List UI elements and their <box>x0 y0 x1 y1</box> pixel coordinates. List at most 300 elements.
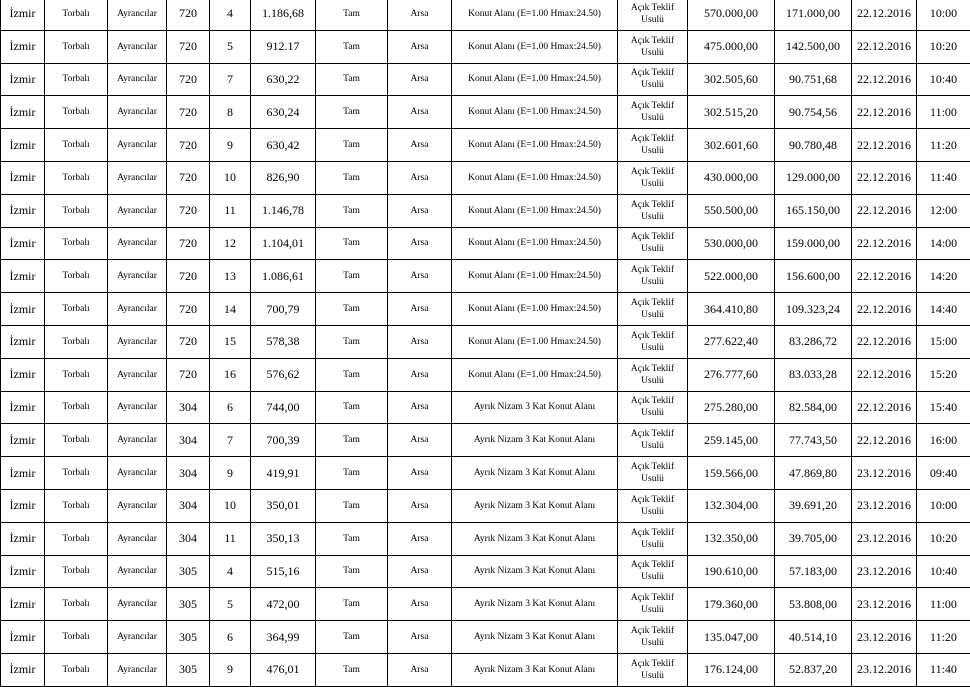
method-line-1: Açık Teklif <box>618 199 687 211</box>
block-cell: 304 <box>167 424 210 457</box>
zoning-cell: Konut Alanı (E=1.00 Hmax:24.50) <box>452 194 618 227</box>
time-cell: 11:20 <box>917 621 970 654</box>
table-row <box>1 424 970 457</box>
method-cell <box>618 391 688 424</box>
date-cell: 22.12.2016 <box>852 161 917 194</box>
province-cell: İzmir <box>1 293 45 326</box>
province-cell: İzmir <box>1 391 45 424</box>
parcel-cell: 11 <box>210 194 251 227</box>
method-cell <box>618 129 688 162</box>
deposit-cell: 159.000,00 <box>775 227 852 260</box>
share-cell: Tam <box>316 522 388 555</box>
parcel-cell: 7 <box>210 63 251 96</box>
method-line-1: Açık Teklif <box>618 395 687 407</box>
table-row <box>1 0 970 30</box>
area-cell: 419,91 <box>251 457 316 490</box>
method-line-2: Usulü <box>618 309 687 321</box>
deposit-cell: 83.286,72 <box>775 325 852 358</box>
share-cell: Tam <box>316 588 388 621</box>
neighborhood-cell: Ayrancılar <box>108 489 167 522</box>
method-line-1: Açık Teklif <box>618 592 687 604</box>
district-cell: Torbalı <box>45 522 108 555</box>
method-line-2: Usulü <box>618 637 687 649</box>
parcel-cell: 13 <box>210 260 251 293</box>
province-cell: İzmir <box>1 489 45 522</box>
block-cell: 720 <box>167 358 210 391</box>
method-line-1: Açık Teklif <box>618 527 687 539</box>
date-cell: 22.12.2016 <box>852 293 917 326</box>
method-line-1: Açık Teklif <box>618 264 687 276</box>
date-cell: 22.12.2016 <box>852 194 917 227</box>
share-cell: Tam <box>316 555 388 588</box>
method-line-2: Usulü <box>618 79 687 91</box>
table-row <box>1 588 970 621</box>
district-cell: Torbalı <box>45 129 108 162</box>
method-cell <box>618 588 688 621</box>
type-cell: Arsa <box>388 424 452 457</box>
area-cell: 744,00 <box>251 391 316 424</box>
deposit-cell: 57.183,00 <box>775 555 852 588</box>
date-cell: 22.12.2016 <box>852 0 917 30</box>
time-cell: 10:20 <box>917 522 970 555</box>
estimated-value-cell: 190.610,00 <box>688 555 775 588</box>
type-cell: Arsa <box>388 194 452 227</box>
estimated-value-cell: 277.622,40 <box>688 325 775 358</box>
parcel-cell: 4 <box>210 0 251 30</box>
district-cell: Torbalı <box>45 194 108 227</box>
type-cell: Arsa <box>388 588 452 621</box>
area-cell: 576,62 <box>251 358 316 391</box>
parcel-cell: 10 <box>210 161 251 194</box>
estimated-value-cell: 302.505,60 <box>688 63 775 96</box>
zoning-cell: Konut Alanı (E=1.00 Hmax:24.50) <box>452 63 618 96</box>
type-cell: Arsa <box>388 358 452 391</box>
zoning-cell: Konut Alanı (E=1.00 Hmax:24.50) <box>452 260 618 293</box>
zoning-cell: Ayrık Nizam 3 Kat Konut Alanı <box>452 424 618 457</box>
block-cell: 304 <box>167 522 210 555</box>
district-cell: Torbalı <box>45 0 108 30</box>
estimated-value-cell: 522.000,00 <box>688 260 775 293</box>
block-cell: 304 <box>167 489 210 522</box>
deposit-cell: 39.691,20 <box>775 489 852 522</box>
block-cell: 720 <box>167 325 210 358</box>
neighborhood-cell: Ayrancılar <box>108 30 167 63</box>
zoning-cell: Konut Alanı (E=1.00 Hmax:24.50) <box>452 293 618 326</box>
zoning-cell: Ayrık Nizam 3 Kat Konut Alanı <box>452 391 618 424</box>
neighborhood-cell: Ayrancılar <box>108 522 167 555</box>
method-cell <box>618 30 688 63</box>
district-cell: Torbalı <box>45 293 108 326</box>
method-cell <box>618 325 688 358</box>
date-cell: 23.12.2016 <box>852 555 917 588</box>
neighborhood-cell: Ayrancılar <box>108 194 167 227</box>
method-line-1: Açık Teklif <box>618 363 687 375</box>
method-cell <box>618 96 688 129</box>
date-cell: 23.12.2016 <box>852 621 917 654</box>
time-cell: 14:20 <box>917 260 970 293</box>
neighborhood-cell: Ayrancılar <box>108 391 167 424</box>
area-cell: 1.146,78 <box>251 194 316 227</box>
estimated-value-cell: 176.124,00 <box>688 653 775 686</box>
province-cell: İzmir <box>1 424 45 457</box>
share-cell: Tam <box>316 621 388 654</box>
district-cell: Torbalı <box>45 555 108 588</box>
method-line-1: Açık Teklif <box>618 297 687 309</box>
neighborhood-cell: Ayrancılar <box>108 227 167 260</box>
estimated-value-cell: 302.601,60 <box>688 129 775 162</box>
district-cell: Torbalı <box>45 325 108 358</box>
method-line-1: Açık Teklif <box>618 35 687 47</box>
deposit-cell: 90.754,56 <box>775 96 852 129</box>
province-cell: İzmir <box>1 555 45 588</box>
zoning-cell: Ayrık Nizam 3 Kat Konut Alanı <box>452 457 618 490</box>
area-cell: 700,39 <box>251 424 316 457</box>
zoning-cell: Konut Alanı (E=1.00 Hmax:24.50) <box>452 30 618 63</box>
district-cell: Torbalı <box>45 588 108 621</box>
type-cell: Arsa <box>388 260 452 293</box>
deposit-cell: 156.600,00 <box>775 260 852 293</box>
province-cell: İzmir <box>1 96 45 129</box>
estimated-value-cell: 132.350,00 <box>688 522 775 555</box>
district-cell: Torbalı <box>45 457 108 490</box>
method-line-1: Açık Teklif <box>618 166 687 178</box>
deposit-cell: 90.751,68 <box>775 63 852 96</box>
table-row <box>1 358 970 391</box>
district-cell: Torbalı <box>45 227 108 260</box>
area-cell: 700,79 <box>251 293 316 326</box>
method-cell <box>618 0 688 30</box>
neighborhood-cell: Ayrancılar <box>108 63 167 96</box>
type-cell: Arsa <box>388 161 452 194</box>
area-cell: 912.17 <box>251 30 316 63</box>
date-cell: 22.12.2016 <box>852 63 917 96</box>
block-cell: 720 <box>167 96 210 129</box>
district-cell: Torbalı <box>45 161 108 194</box>
parcel-cell: 7 <box>210 424 251 457</box>
table-row <box>1 293 970 326</box>
province-cell: İzmir <box>1 161 45 194</box>
method-cell <box>618 358 688 391</box>
method-line-1: Açık Teklif <box>618 461 687 473</box>
area-cell: 472,00 <box>251 588 316 621</box>
block-cell: 720 <box>167 63 210 96</box>
type-cell: Arsa <box>388 30 452 63</box>
date-cell: 22.12.2016 <box>852 358 917 391</box>
deposit-cell: 82.584,00 <box>775 391 852 424</box>
zoning-cell: Ayrık Nizam 3 Kat Konut Alanı <box>452 588 618 621</box>
method-line-2: Usulü <box>618 440 687 452</box>
method-line-2: Usulü <box>618 539 687 551</box>
time-cell: 09:40 <box>917 457 970 490</box>
type-cell: Arsa <box>388 621 452 654</box>
method-cell <box>618 194 688 227</box>
parcel-cell: 9 <box>210 457 251 490</box>
neighborhood-cell: Ayrancılar <box>108 293 167 326</box>
share-cell: Tam <box>316 96 388 129</box>
province-cell: İzmir <box>1 129 45 162</box>
method-line-2: Usulü <box>618 112 687 124</box>
block-cell: 720 <box>167 129 210 162</box>
deposit-cell: 109.323,24 <box>775 293 852 326</box>
method-line-1: Açık Teklif <box>618 100 687 112</box>
time-cell: 10:00 <box>917 489 970 522</box>
share-cell: Tam <box>316 0 388 30</box>
method-cell <box>618 489 688 522</box>
zoning-cell: Ayrık Nizam 3 Kat Konut Alanı <box>452 522 618 555</box>
share-cell: Tam <box>316 129 388 162</box>
deposit-cell: 83.033,28 <box>775 358 852 391</box>
method-cell <box>618 457 688 490</box>
area-cell: 364,99 <box>251 621 316 654</box>
zoning-cell: Ayrık Nizam 3 Kat Konut Alanı <box>452 555 618 588</box>
province-cell: İzmir <box>1 260 45 293</box>
zoning-cell: Ayrık Nizam 3 Kat Konut Alanı <box>452 621 618 654</box>
method-line-1: Açık Teklif <box>618 133 687 145</box>
date-cell: 22.12.2016 <box>852 227 917 260</box>
time-cell: 15:00 <box>917 325 970 358</box>
province-cell: İzmir <box>1 522 45 555</box>
method-line-2: Usulü <box>618 342 687 354</box>
share-cell: Tam <box>316 30 388 63</box>
deposit-cell: 142.500,00 <box>775 30 852 63</box>
table-row <box>1 194 970 227</box>
table-row <box>1 653 970 686</box>
time-cell: 11:40 <box>917 653 970 686</box>
table-row <box>1 30 970 63</box>
block-cell: 304 <box>167 391 210 424</box>
method-cell <box>618 161 688 194</box>
district-cell: Torbalı <box>45 96 108 129</box>
zoning-cell: Konut Alanı (E=1.00 Hmax:24.50) <box>452 227 618 260</box>
neighborhood-cell: Ayrancılar <box>108 358 167 391</box>
share-cell: Tam <box>316 457 388 490</box>
method-cell <box>618 555 688 588</box>
deposit-cell: 77.743,50 <box>775 424 852 457</box>
parcel-cell: 5 <box>210 30 251 63</box>
area-cell: 630,22 <box>251 63 316 96</box>
type-cell: Arsa <box>388 293 452 326</box>
method-line-2: Usulü <box>618 604 687 616</box>
table-row <box>1 325 970 358</box>
neighborhood-cell: Ayrancılar <box>108 621 167 654</box>
neighborhood-cell: Ayrancılar <box>108 161 167 194</box>
method-line-2: Usulü <box>618 571 687 583</box>
estimated-value-cell: 159.566,00 <box>688 457 775 490</box>
table-row <box>1 63 970 96</box>
deposit-cell: 47.869,80 <box>775 457 852 490</box>
block-cell: 720 <box>167 293 210 326</box>
method-line-2: Usulü <box>618 14 687 26</box>
date-cell: 23.12.2016 <box>852 457 917 490</box>
block-cell: 305 <box>167 621 210 654</box>
time-cell: 10:20 <box>917 30 970 63</box>
date-cell: 23.12.2016 <box>852 489 917 522</box>
area-cell: 515,16 <box>251 555 316 588</box>
method-line-2: Usulü <box>618 178 687 190</box>
zoning-cell: Konut Alanı (E=1.00 Hmax:24.50) <box>452 161 618 194</box>
neighborhood-cell: Ayrancılar <box>108 653 167 686</box>
area-cell: 350,13 <box>251 522 316 555</box>
area-cell: 476,01 <box>251 653 316 686</box>
district-cell: Torbalı <box>45 63 108 96</box>
time-cell: 11:20 <box>917 129 970 162</box>
parcel-cell: 15 <box>210 325 251 358</box>
time-cell: 11:40 <box>917 161 970 194</box>
parcel-cell: 8 <box>210 96 251 129</box>
date-cell: 22.12.2016 <box>852 424 917 457</box>
date-cell: 22.12.2016 <box>852 30 917 63</box>
method-cell <box>618 260 688 293</box>
date-cell: 22.12.2016 <box>852 260 917 293</box>
method-line-2: Usulü <box>618 375 687 387</box>
table-row <box>1 260 970 293</box>
time-cell: 14:00 <box>917 227 970 260</box>
zoning-cell: Konut Alanı (E=1.00 Hmax:24.50) <box>452 0 618 30</box>
block-cell: 305 <box>167 588 210 621</box>
method-cell <box>618 522 688 555</box>
share-cell: Tam <box>316 260 388 293</box>
table-row <box>1 621 970 654</box>
estimated-value-cell: 275.280,00 <box>688 391 775 424</box>
table-row <box>1 391 970 424</box>
zoning-cell: Konut Alanı (E=1.00 Hmax:24.50) <box>452 358 618 391</box>
parcel-cell: 5 <box>210 588 251 621</box>
district-cell: Torbalı <box>45 653 108 686</box>
area-cell: 826,90 <box>251 161 316 194</box>
parcel-cell: 9 <box>210 653 251 686</box>
type-cell: Arsa <box>388 653 452 686</box>
method-line-1: Açık Teklif <box>618 625 687 637</box>
share-cell: Tam <box>316 653 388 686</box>
district-cell: Torbalı <box>45 358 108 391</box>
time-cell: 15:20 <box>917 358 970 391</box>
zoning-cell: Konut Alanı (E=1.00 Hmax:24.50) <box>452 129 618 162</box>
province-cell: İzmir <box>1 227 45 260</box>
estimated-value-cell: 475.000,00 <box>688 30 775 63</box>
method-line-1: Açık Teklif <box>618 494 687 506</box>
neighborhood-cell: Ayrancılar <box>108 555 167 588</box>
share-cell: Tam <box>316 161 388 194</box>
share-cell: Tam <box>316 63 388 96</box>
district-cell: Torbalı <box>45 391 108 424</box>
table-row <box>1 555 970 588</box>
type-cell: Arsa <box>388 555 452 588</box>
estimated-value-cell: 135.047,00 <box>688 621 775 654</box>
deposit-cell: 165.150,00 <box>775 194 852 227</box>
province-cell: İzmir <box>1 588 45 621</box>
table-row <box>1 129 970 162</box>
share-cell: Tam <box>316 194 388 227</box>
province-cell: İzmir <box>1 457 45 490</box>
province-cell: İzmir <box>1 30 45 63</box>
neighborhood-cell: Ayrancılar <box>108 588 167 621</box>
neighborhood-cell: Ayrancılar <box>108 260 167 293</box>
area-cell: 1.186,68 <box>251 0 316 30</box>
date-cell: 22.12.2016 <box>852 129 917 162</box>
area-cell: 578,38 <box>251 325 316 358</box>
province-cell: İzmir <box>1 653 45 686</box>
table-row <box>1 161 970 194</box>
neighborhood-cell: Ayrancılar <box>108 325 167 358</box>
method-line-1: Açık Teklif <box>618 330 687 342</box>
estimated-value-cell: 276.777,60 <box>688 358 775 391</box>
parcel-cell: 10 <box>210 489 251 522</box>
deposit-cell: 129.000,00 <box>775 161 852 194</box>
type-cell: Arsa <box>388 227 452 260</box>
method-line-1: Açık Teklif <box>618 67 687 79</box>
deposit-cell: 52.837,20 <box>775 653 852 686</box>
type-cell: Arsa <box>388 129 452 162</box>
block-cell: 720 <box>167 30 210 63</box>
district-cell: Torbalı <box>45 621 108 654</box>
time-cell: 10:40 <box>917 555 970 588</box>
share-cell: Tam <box>316 424 388 457</box>
province-cell: İzmir <box>1 621 45 654</box>
block-cell: 304 <box>167 457 210 490</box>
district-cell: Torbalı <box>45 489 108 522</box>
type-cell: Arsa <box>388 0 452 30</box>
province-cell: İzmir <box>1 358 45 391</box>
share-cell: Tam <box>316 227 388 260</box>
method-line-1: Açık Teklif <box>618 231 687 243</box>
table-row <box>1 522 970 555</box>
date-cell: 22.12.2016 <box>852 325 917 358</box>
area-cell: 630,42 <box>251 129 316 162</box>
share-cell: Tam <box>316 325 388 358</box>
share-cell: Tam <box>316 358 388 391</box>
parcel-cell: 6 <box>210 391 251 424</box>
province-cell: İzmir <box>1 325 45 358</box>
deposit-cell: 53.808,00 <box>775 588 852 621</box>
method-line-2: Usulü <box>618 145 687 157</box>
block-cell: 720 <box>167 227 210 260</box>
type-cell: Arsa <box>388 325 452 358</box>
block-cell: 720 <box>167 260 210 293</box>
table-row <box>1 227 970 260</box>
method-cell <box>618 653 688 686</box>
type-cell: Arsa <box>388 522 452 555</box>
time-cell: 11:00 <box>917 588 970 621</box>
zoning-cell: Konut Alanı (E=1.00 Hmax:24.50) <box>452 96 618 129</box>
zoning-cell: Ayrık Nizam 3 Kat Konut Alanı <box>452 489 618 522</box>
deposit-cell: 90.780,48 <box>775 129 852 162</box>
type-cell: Arsa <box>388 96 452 129</box>
deposit-cell: 39.705,00 <box>775 522 852 555</box>
method-cell <box>618 424 688 457</box>
method-line-1: Açık Teklif <box>618 2 687 14</box>
district-cell: Torbalı <box>45 30 108 63</box>
estimated-value-cell: 430.000,00 <box>688 161 775 194</box>
method-cell <box>618 293 688 326</box>
estimated-value-cell: 364.410,80 <box>688 293 775 326</box>
area-cell: 1.086,61 <box>251 260 316 293</box>
block-cell: 720 <box>167 161 210 194</box>
parcel-cell: 4 <box>210 555 251 588</box>
area-cell: 1.104,01 <box>251 227 316 260</box>
block-cell: 305 <box>167 555 210 588</box>
province-cell: İzmir <box>1 194 45 227</box>
parcel-cell: 9 <box>210 129 251 162</box>
method-line-2: Usulü <box>618 506 687 518</box>
type-cell: Arsa <box>388 63 452 96</box>
share-cell: Tam <box>316 489 388 522</box>
table-row <box>1 96 970 129</box>
method-line-2: Usulü <box>618 276 687 288</box>
parcel-cell: 6 <box>210 621 251 654</box>
estimated-value-cell: 570.000,00 <box>688 0 775 30</box>
method-line-1: Açık Teklif <box>618 428 687 440</box>
estimated-value-cell: 132.304,00 <box>688 489 775 522</box>
